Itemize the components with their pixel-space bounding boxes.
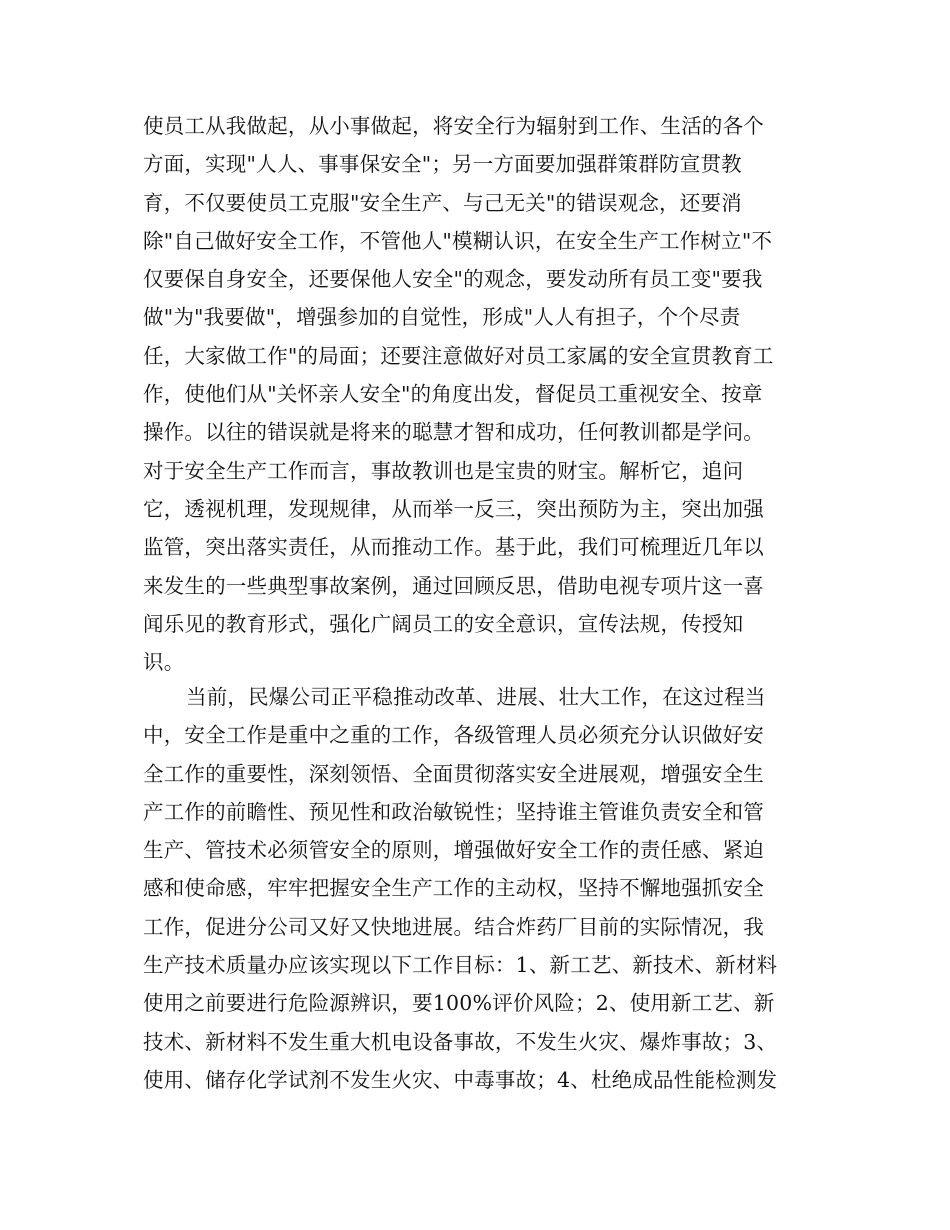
text-line: 生产技术质量办应该实现以下工作目标：1、新工艺、新技术、新材料 [143, 953, 778, 978]
paragraph-1 [143, 107, 813, 681]
text-line: 育，不仅要使员工克服"安全生产、与己无关"的错误观念，还要消 [143, 190, 742, 215]
text-line: 任，大家做工作"的局面；还要注意做好对员工家属的安全宣贯教育工 [143, 343, 774, 368]
text-line: 除"自己做好安全工作，不管他人"模糊认识，在安全生产工作树立"不 [143, 228, 773, 253]
text-line: 技术、新材料不发生重大机电设备事故，不发生火灾、爆炸事故；3、 [143, 1029, 778, 1054]
text-line: 感和使命感，牢牢把握安全生产工作的主动权，坚持不懈地强抓安全 [143, 876, 764, 901]
text-line: 使用之前要进行危险源辨识，要100%评价风险；2、使用新工艺、新 [143, 991, 775, 1016]
text-line: 产工作的前瞻性、预见性和政治敏锐性；坚持谁主管谁负责安全和管 [143, 799, 764, 824]
text-line: 使员工从我做起，从小事做起，将安全行为辐射到工作、生活的各个 [143, 114, 764, 138]
paragraph-2 [143, 678, 813, 1099]
text-line: 工作，促进分公司又好又快地进展。结合炸药厂目前的实际情况，我 [143, 914, 764, 939]
text-line: 使用、储存化学试剂不发生火灾、中毒事故；4、杜绝成品性能检测发 [143, 1067, 778, 1092]
text-line: 方面，实现"人人、事事保安全"；另一方面要加强群策群防宣贯教 [143, 152, 742, 177]
text-line: 全工作的重要性，深刻领悟、全面贯彻落实安全进展观，增强安全生 [143, 761, 764, 786]
text-line: 它，透视机理，发现规律，从而举一反三，突出预防为主，突出加强 [143, 496, 764, 521]
text-line: 作，使他们从"关怀亲人安全"的角度出发，督促员工重视安全、按章 [143, 382, 763, 407]
text-line: 操作。以往的错误就是将来的聪慧才智和成功，任何教训都是学问。 [143, 420, 764, 445]
text-line: 生产、管技术必须管安全的原则，增强做好安全工作的责任感、紧迫 [143, 838, 764, 863]
text-line: 监管，突出落实责任，从而推动工作。基于此，我们可梳理近几年以 [143, 535, 764, 560]
text-line: 中，安全工作是重中之重的工作，各级管理人员必须充分认识做好安 [143, 723, 764, 748]
text-line: 做"为"我要做"，增强参加的自觉性，形成"人人有担子，个个尽责 [143, 305, 741, 330]
text-line: 来发生的一些典型事故案例，通过回顾反思，借助电视专项片这一喜 [143, 573, 764, 598]
text-line: 当前，民爆公司正平稳推动改革、进展、壮大工作，在这过程当 [186, 685, 766, 709]
text-line: 对于安全生产工作而言，事故教训也是宝贵的财宝。解析它，追问 [143, 458, 744, 483]
text-line: 闻乐见的教育形式，强化广阔员工的安全意识，宣传法规，传授知 [143, 611, 744, 636]
text-line: 识。 [143, 650, 185, 675]
text-line: 仅要保自身安全，还要保他人安全"的观念，要发动所有员工变"要我 [143, 267, 763, 292]
